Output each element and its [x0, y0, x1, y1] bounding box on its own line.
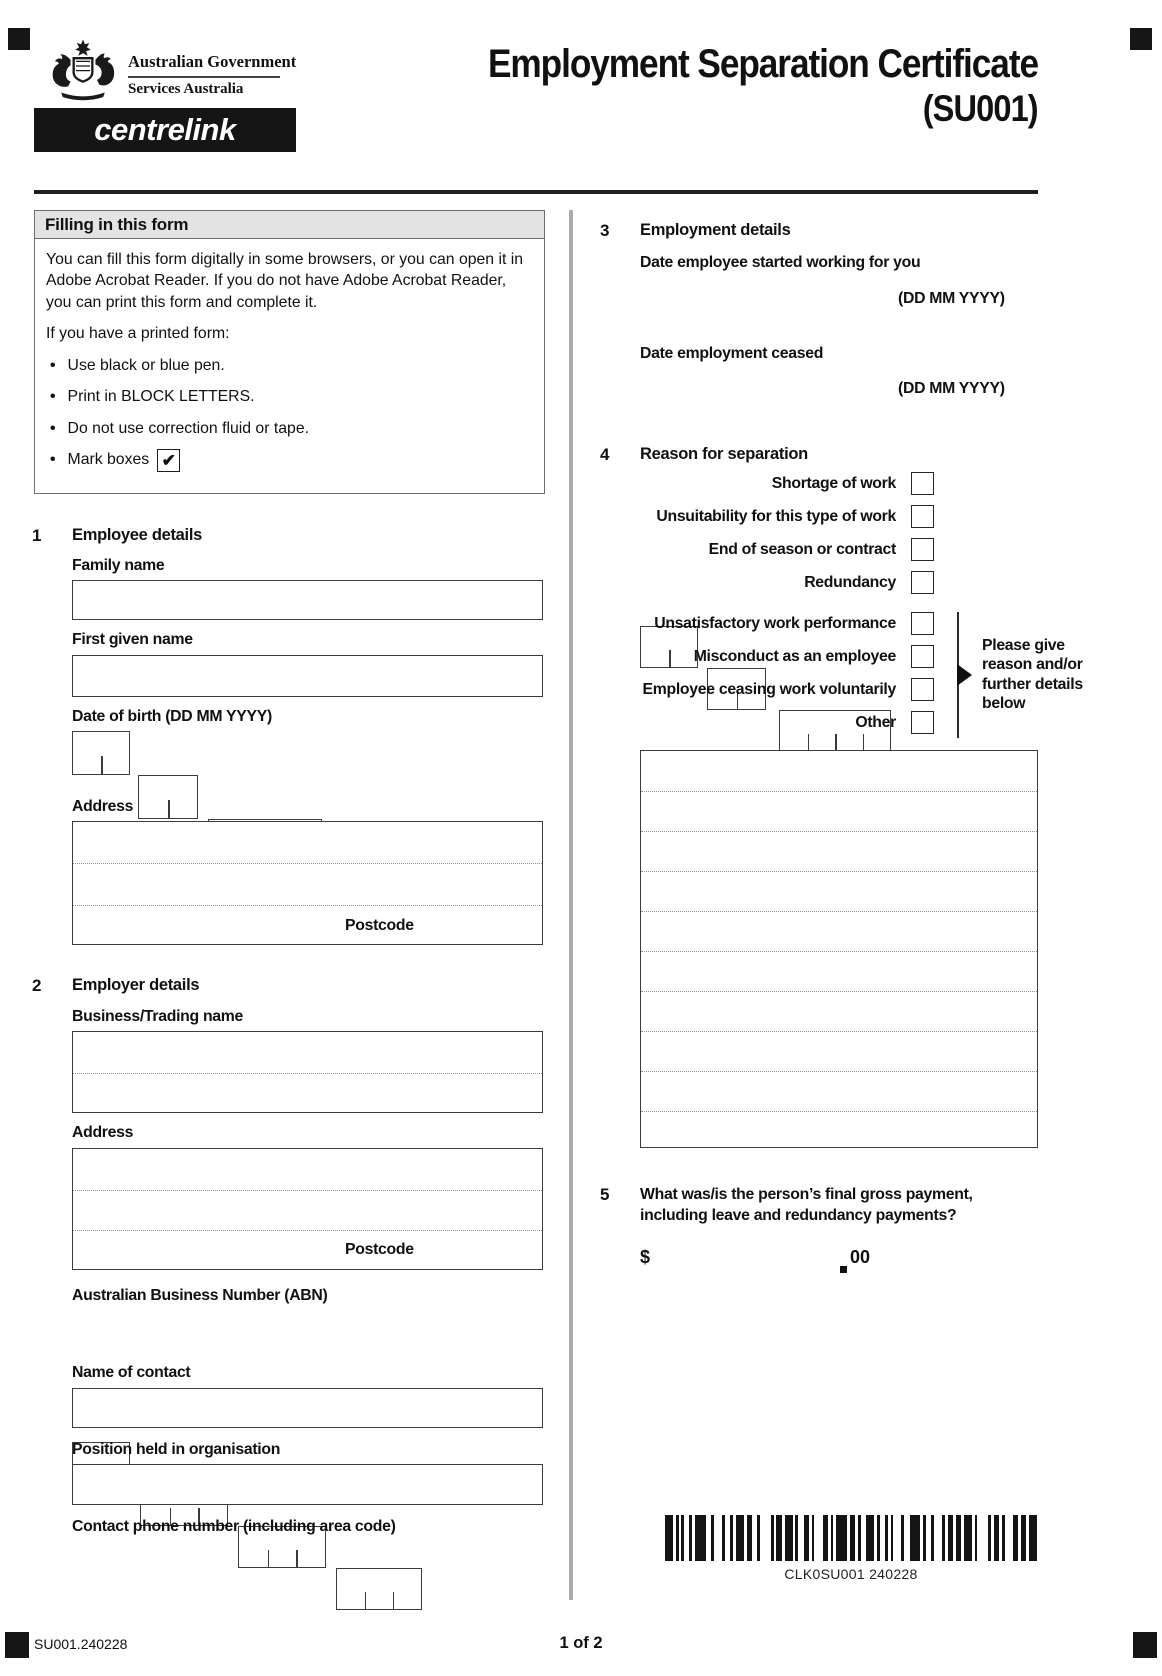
abn-label: Australian Business Number (ABN) [72, 1287, 328, 1304]
bullet-pen: • Use black or blue pen. [50, 355, 533, 376]
employer-address-label: Address [72, 1124, 134, 1141]
date-started-format-label: (DD MM YYYY) [898, 290, 1005, 307]
checkbox-end-of-season[interactable] [911, 538, 934, 561]
date-ceased-format-label: (DD MM YYYY) [898, 380, 1005, 397]
checkbox-misconduct[interactable] [911, 645, 934, 668]
reason-note-arrow-icon [957, 664, 972, 686]
registration-mark-top-left [8, 28, 30, 50]
phone-label: Contact phone number (including area code) [72, 1518, 396, 1535]
address-line-divider [73, 1230, 542, 1231]
employer-postcode-label: Postcode [345, 1241, 414, 1258]
date-started-label: Date employee started working for you [640, 254, 921, 271]
decimal-point [840, 1266, 847, 1273]
reason-row-end-of-season: End of season or contract [640, 538, 934, 561]
reason-row-unsuitability: Unsuitability for this type of work [640, 505, 934, 528]
registration-mark-top-right [1130, 28, 1152, 50]
checkbox-unsuitability[interactable] [911, 505, 934, 528]
bullet-block-letters: • Print in BLOCK LETTERS. [50, 386, 533, 407]
centrelink-logo-text: centrelink [94, 112, 236, 147]
first-given-name-label: First given name [72, 631, 193, 648]
coat-of-arms-icon [44, 38, 122, 108]
separation-details-textarea[interactable] [640, 750, 1038, 1148]
date-ceased-label: Date employment ceased [640, 345, 824, 362]
reason-row-unsatisfactory: Unsatisfactory work performance [640, 612, 934, 635]
section-3-title: Employment details [640, 221, 791, 239]
barcode [665, 1515, 1037, 1561]
reason-row-misconduct: Misconduct as an employee [640, 645, 934, 668]
section-2-number: 2 [32, 976, 42, 995]
address-line-divider [73, 1190, 542, 1191]
reason-row-redundancy: Redundancy [640, 571, 934, 594]
section-1-number: 1 [32, 526, 42, 545]
employee-address-field[interactable] [72, 821, 543, 945]
barcode-label: CLK0SU001 240228 [784, 1566, 918, 1582]
filling-in-this-form-box [34, 210, 545, 494]
section-4-title: Reason for separation [640, 445, 808, 463]
position-field[interactable] [72, 1464, 543, 1505]
reason-row-voluntary: Employee ceasing work voluntarily [640, 678, 934, 701]
reason-row-other: Other [640, 711, 934, 734]
address-line-divider [73, 863, 542, 864]
checkbox-redundancy[interactable] [911, 571, 934, 594]
reason-note: Please give reason and/or further details below [982, 637, 1083, 712]
checkbox-ceasing-voluntarily[interactable] [911, 678, 934, 701]
form-code-title: (SU001) [922, 88, 1038, 129]
section-3-number: 3 [600, 221, 610, 240]
section-5-question: What was/is the person’s final gross payment, including leave and redundancy payments? [640, 1186, 973, 1224]
cents-suffix: 00 [850, 1247, 871, 1267]
employer-address-field[interactable] [72, 1148, 543, 1270]
checked-box-icon: ✔ [157, 449, 180, 472]
reason-row-shortage: Shortage of work [640, 472, 934, 495]
bullet-correction-fluid: • Do not use correction fluid or tape. [50, 418, 533, 439]
gov-line1: Australian Government [128, 52, 297, 71]
business-name-field[interactable] [72, 1031, 543, 1113]
checkbox-unsatisfactory-performance[interactable] [911, 612, 934, 635]
section-5-number: 5 [600, 1185, 610, 1204]
checkbox-shortage-of-work[interactable] [911, 472, 934, 495]
gov-rule [128, 76, 280, 78]
form-title: Employment Separation Certificate [487, 42, 1038, 86]
abn-box-4[interactable] [336, 1568, 422, 1610]
filling-intro: You can fill this form digitally in some browsers, or you can open it in Adobe Acrobat Reader. If you do not have Adobe Acrobat Reader, you can print this form and complete it. [46, 251, 524, 311]
family-name-field[interactable] [72, 580, 543, 620]
employee-address-label: Address [72, 798, 134, 815]
printed-form-lead: If you have a printed form: [46, 325, 230, 343]
family-name-label: Family name [72, 557, 165, 574]
dob-label: Date of birth (DD MM YYYY) [72, 708, 272, 725]
position-label: Position held in organisation [72, 1441, 281, 1458]
gov-line2: Services Australia [128, 80, 244, 97]
address-line-divider [73, 905, 542, 906]
page-number: 1 of 2 [559, 1634, 603, 1652]
column-divider [569, 210, 573, 1600]
form-version-code: SU001.240228 [34, 1636, 128, 1652]
header-rule [34, 190, 1038, 194]
government-wordmark [128, 52, 308, 98]
employee-postcode-label: Postcode [345, 917, 414, 934]
dob-month-box[interactable] [138, 775, 198, 819]
business-line-divider [73, 1073, 542, 1074]
section-2-title: Employer details [72, 976, 200, 994]
first-given-name-field[interactable] [72, 655, 543, 697]
bullet-mark-boxes: • Mark boxes ✔ [50, 449, 533, 472]
section-1-title: Employee details [72, 526, 203, 544]
contact-name-field[interactable] [72, 1388, 543, 1428]
business-name-label: Business/Trading name [72, 1008, 244, 1025]
dob-day-box[interactable] [72, 731, 130, 775]
contact-name-label: Name of contact [72, 1364, 191, 1381]
centrelink-logo [34, 108, 296, 152]
currency-symbol: $ [640, 1247, 651, 1267]
section-4-number: 4 [600, 445, 610, 464]
checkbox-other[interactable] [911, 711, 934, 734]
filling-box-heading: Filling in this form [35, 211, 544, 239]
